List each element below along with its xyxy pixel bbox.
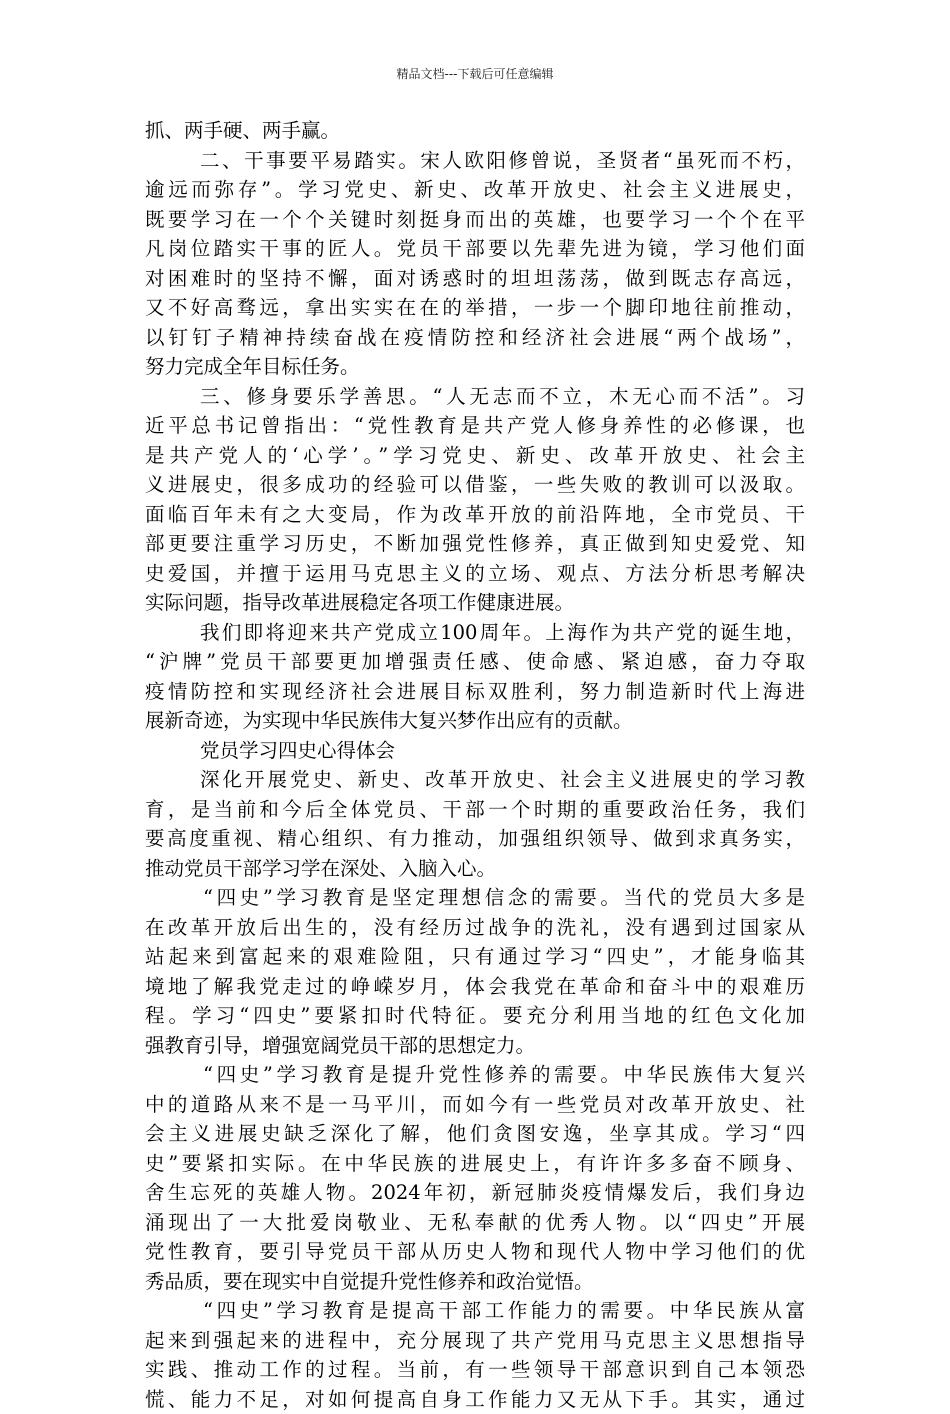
section-heading: 党员学习四史心得体会 <box>145 736 805 766</box>
text-line: 站起来到富起来的艰难险阻，只有通过学习“四史”，才能身临其 <box>145 942 805 972</box>
text-line: 展新奇迹，为实现中华民族伟大复兴梦作出应有的贡献。 <box>145 706 805 736</box>
text-line: 育，是当前和今后全体党员、干部一个时期的重要政治任务，我们 <box>145 795 805 825</box>
text-line: 逾远而弥存”。学习党史、新史、改革开放史、社会主义进展史， <box>145 175 805 205</box>
text-line: 史爱国，并擅于运用马克思主义的立场、观点、方法分析思考解决 <box>145 559 805 589</box>
text-line: 努力完成全年目标任务。 <box>145 352 805 382</box>
page-header: 精品文档---下载后可任意编辑 <box>0 66 950 82</box>
text-line: 是共产党人的‘心学’。”学习党史、新史、改革开放史、社会主 <box>145 441 805 471</box>
text-line: 我们即将迎来共产党成立100周年。上海作为共产党的诞生地， <box>145 618 805 648</box>
text-line: 疫情防控和实现经济社会进展目标双胜利，努力制造新时代上海进 <box>145 677 805 707</box>
text-line: 会主义进展史缺乏深化了解，他们贪图安逸，坐享其成。学习“四 <box>145 1119 805 1149</box>
text-line: 起来到强起来的进程中，充分展现了共产党用马克思主义思想指导 <box>145 1326 805 1356</box>
text-line: “沪牌”党员干部要更加增强责任感、使命感、紧迫感，奋力夺取 <box>145 647 805 677</box>
text-line: 舍生忘死的英雄人物。2024年初，新冠肺炎疫情爆发后，我们身边 <box>145 1178 805 1208</box>
text-line: “四史”学习教育是提升党性修养的需要。中华民族伟大复兴 <box>145 1060 805 1090</box>
text-line: “四史”学习教育是坚定理想信念的需要。当代的党员大多是 <box>145 883 805 913</box>
text-line: 二、干事要平易踏实。宋人欧阳修曾说，圣贤者“虽死而不朽， <box>145 146 805 176</box>
text-line: 深化开展党史、新史、改革开放史、社会主义进展史的学习教 <box>145 765 805 795</box>
text-line: 涌现出了一大批爱岗敬业、无私奉献的优秀人物。以“四史”开展 <box>145 1208 805 1238</box>
text-line: 在改革开放后出生的，没有经历过战争的洗礼，没有遇到过国家从 <box>145 913 805 943</box>
text-line: 推动党员干部学习学在深处、入脑入心。 <box>145 854 805 884</box>
text-line: 三、修身要乐学善思。“人无志而不立，木无心而不活”。习 <box>145 382 805 412</box>
text-line: 慌、能力不足，对如何提高自身工作能力又无从下手。其实，通过 <box>145 1385 805 1414</box>
text-line: 中的道路从来不是一马平川，而如今有一些党员对改革开放史、社 <box>145 1090 805 1120</box>
text-line: 既要学习在一个个关键时刻挺身而出的英雄，也要学习一个个在平 <box>145 205 805 235</box>
text-line: 党性教育，要引导党员干部从历史人物和现代人物中学习他们的优 <box>145 1237 805 1267</box>
text-line: 实际问题，指导改革进展稳定各项工作健康进展。 <box>145 588 805 618</box>
text-line: 秀品质，要在现实中自觉提升党性修养和政治觉悟。 <box>145 1267 805 1297</box>
text-line: 近平总书记曾指出：“党性教育是共产党人修身养性的必修课，也 <box>145 411 805 441</box>
text-line: 又不好高骛远，拿出实实在在的举措，一步一个脚印地往前推动， <box>145 293 805 323</box>
text-line: 面临百年未有之大变局，作为改革开放的前沿阵地，全市党员、干 <box>145 500 805 530</box>
text-line: 实践、推动工作的过程。当前，有一些领导干部意识到自己本领恐 <box>145 1355 805 1385</box>
text-line: 史”要紧扣实际。在中华民族的进展史上，有许许多多奋不顾身、 <box>145 1149 805 1179</box>
text-line: 以钉钉子精神持续奋战在疫情防控和经济社会进展“两个战场”， <box>145 323 805 353</box>
text-line: 抓、两手硬、两手赢。 <box>145 116 805 146</box>
text-line: 程。学习“四史”要紧扣时代特征。要充分利用当地的红色文化加 <box>145 1001 805 1031</box>
text-line: 境地了解我党走过的峥嵘岁月，体会我党在革命和奋斗中的艰难历 <box>145 972 805 1002</box>
document-body <box>145 116 805 1414</box>
text-line: 对困难时的坚持不懈，面对诱惑时的坦坦荡荡，做到既志存高远， <box>145 264 805 294</box>
text-line: 凡岗位踏实干事的匠人。党员干部要以先辈先进为镜，学习他们面 <box>145 234 805 264</box>
text-line: 义进展史，很多成功的经验可以借鉴，一些失败的教训可以汲取。 <box>145 470 805 500</box>
text-line: “四史”学习教育是提高干部工作能力的需要。中华民族从富 <box>145 1296 805 1326</box>
text-line: 强教育引导，增强宽阔党员干部的思想定力。 <box>145 1031 805 1061</box>
text-line: 要高度重视、精心组织、有力推动，加强组织领导、做到求真务实， <box>145 824 805 854</box>
text-line: 部更要注重学习历史，不断加强党性修养，真正做到知史爱党、知 <box>145 529 805 559</box>
